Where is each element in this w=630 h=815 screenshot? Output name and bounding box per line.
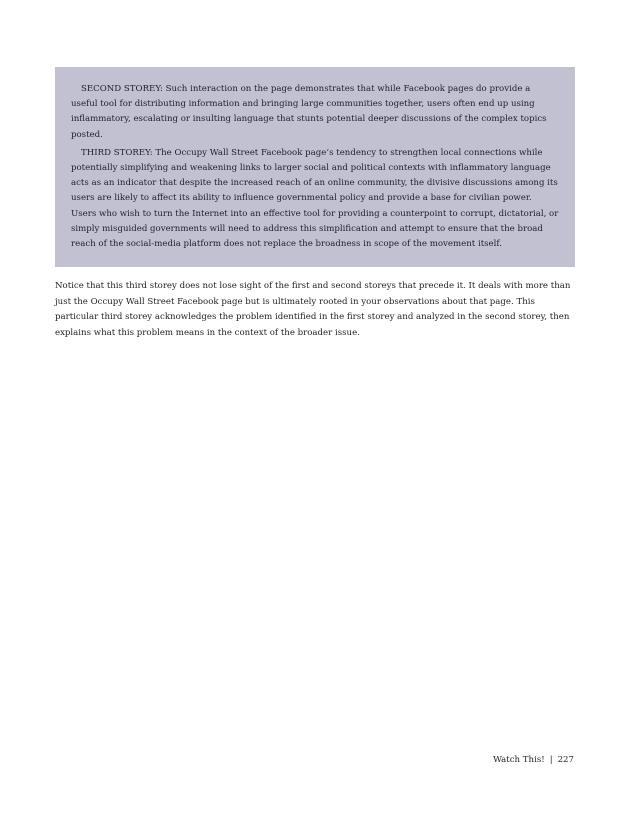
- page-footer: [493, 755, 574, 765]
- footer-separator: |: [549, 755, 553, 765]
- example-callout-box: [55, 67, 575, 267]
- page-number: 227: [557, 755, 574, 765]
- third-storey-paragraph: THIRD STOREY: The Occupy Wall Street Facebook page’s tendency to strengthen local connections while potentially simplifying and weakening links to larger social and political contexts with inflammatory language acts as an indicator that despite the increased reach of an online community, the divisive discussions among its users are likely to affect its ability to influence governmental policy and provide a base for civilian power. Users who wish to turn the Internet into an effective tool for providing a counterpoint to corrupt, dictatorial, or simply misguided governments will need to address this simplification and attempt to ensure that the broad reach of the social-media platform does not replace the broadness in scope of the movement itself.: [71, 147, 559, 250]
- second-storey-paragraph: SECOND STOREY: Such interaction on the page demonstrates that while Facebook pages do provide a useful tool for distributing information and bringing large communities together, users often end up using inflammatory, escalating or insulting language that stunts potential deeper discussions of the complex topics posted.: [71, 84, 547, 140]
- body-paragraph: Notice that this third storey does not lose sight of the first and second storeys that precede it. It deals with more than just the Occupy Wall Street Facebook page but is ultimately rooted in your observations about that page. This particular third storey acknowledges the problem identified in the first storey and analyzed in the second storey, then explains what this problem means in the context of the broader issue.: [55, 281, 571, 338]
- running-chapter-title: Watch This!: [493, 755, 545, 765]
